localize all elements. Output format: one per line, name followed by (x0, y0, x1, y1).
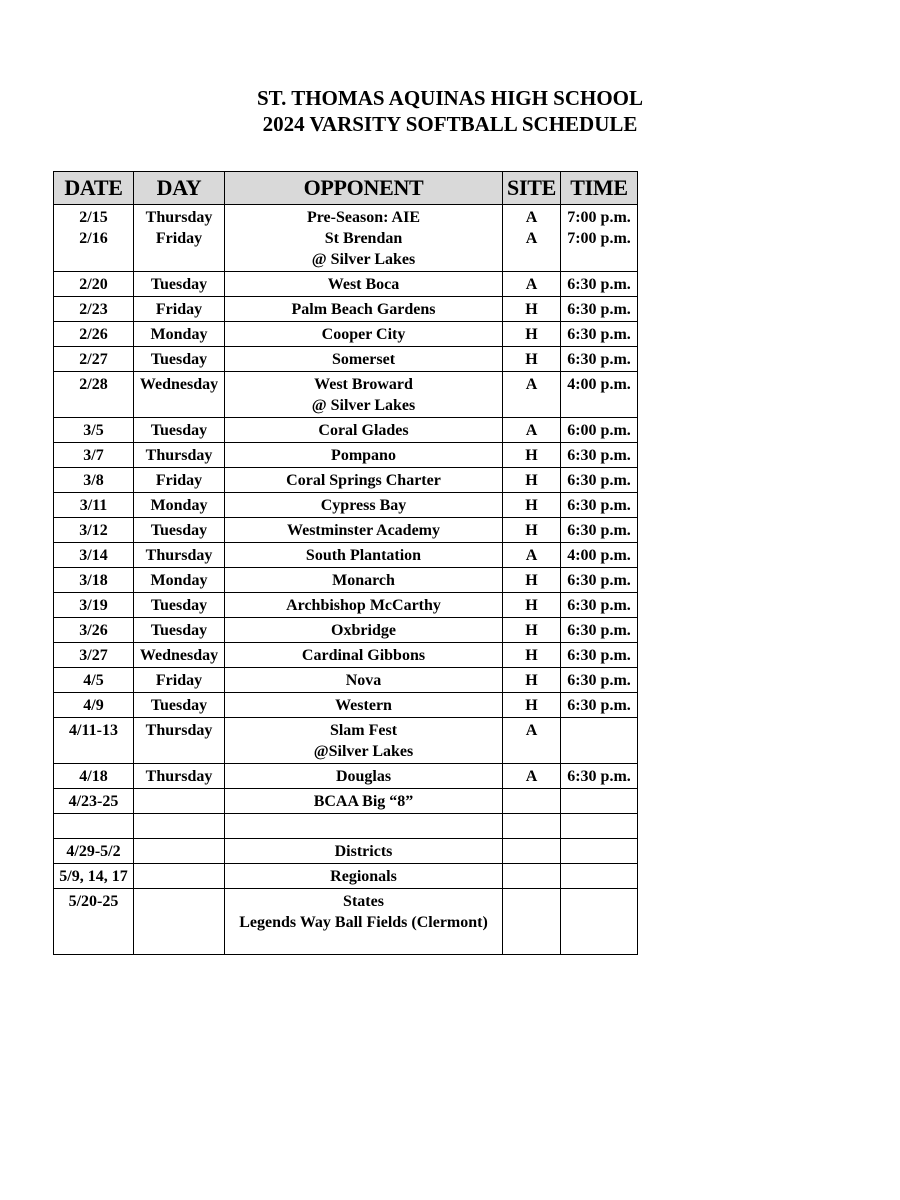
day-text: Thursday (145, 447, 213, 464)
opponent-text: Cardinal Gibbons (301, 647, 426, 664)
cell-time (561, 347, 638, 372)
cell-opponent (225, 693, 503, 718)
opponent-text: Western (335, 697, 392, 714)
date-text: 4/5 (83, 672, 104, 689)
cell-site (503, 593, 561, 618)
cell-date (54, 764, 134, 789)
schedule-table (53, 171, 638, 955)
cell-day (134, 543, 225, 568)
site-text: H (525, 672, 538, 689)
opponent-text: @ Silver Lakes (311, 251, 416, 268)
opponent-text: Westminster Academy (286, 522, 440, 539)
cell-opponent (225, 718, 503, 764)
day-text: Tuesday (150, 697, 208, 714)
site-text: A (525, 209, 538, 226)
time-text: 6:30 p.m. (567, 647, 631, 664)
cell-day (134, 764, 225, 789)
cell-time (561, 618, 638, 643)
cell-site (503, 568, 561, 593)
cell-day (134, 347, 225, 372)
cell-time (561, 693, 638, 718)
time-text: 6:30 p.m. (567, 768, 631, 785)
opponent-text: Palm Beach Gardens (291, 301, 436, 318)
cell-date (54, 518, 134, 543)
date-text: 2/15 (79, 209, 108, 226)
time-text: 6:30 p.m. (567, 447, 631, 464)
opponent-text: Oxbridge (331, 622, 396, 639)
cell-site (503, 643, 561, 668)
cell-opponent (225, 618, 503, 643)
cell-date (54, 593, 134, 618)
table-row (54, 618, 638, 643)
cell-day (134, 322, 225, 347)
time-text: 6:30 p.m. (567, 597, 631, 614)
table-row (54, 322, 638, 347)
cell-day (134, 568, 225, 593)
site-text: A (525, 276, 538, 293)
date-text: 3/27 (79, 647, 108, 664)
site-text: H (525, 522, 538, 539)
cell-site (503, 443, 561, 468)
day-text: Monday (150, 326, 208, 343)
cell-time (561, 493, 638, 518)
day-text: Thursday (145, 547, 213, 564)
table-row (54, 814, 638, 839)
cell-site (503, 272, 561, 297)
table-row (54, 272, 638, 297)
cell-date (54, 272, 134, 297)
cell-opponent (225, 764, 503, 789)
cell-day (134, 468, 225, 493)
table-row (54, 839, 638, 864)
site-text: H (525, 597, 538, 614)
time-text: 7:00 p.m. (567, 209, 631, 226)
opponent-text: St Brendan (324, 230, 403, 247)
cell-day (134, 205, 225, 272)
cell-date (54, 693, 134, 718)
day-text: Friday (155, 672, 203, 689)
cell-opponent (225, 322, 503, 347)
cell-opponent (225, 518, 503, 543)
cell-date (54, 668, 134, 693)
opponent-text: Regionals (330, 868, 397, 885)
cell-day (134, 297, 225, 322)
site-text: H (525, 301, 538, 318)
header-opponent: OPPONENT (225, 172, 503, 205)
opponent-text: Douglas (335, 768, 392, 785)
cell-opponent (225, 418, 503, 443)
cell-site (503, 814, 561, 839)
opponent-text: South Plantation (305, 547, 422, 564)
opponent-text: Somerset (331, 351, 396, 368)
cell-opponent (225, 347, 503, 372)
site-text: H (525, 697, 538, 714)
opponent-text: Legends Way Ball Fields (Clermont) (239, 914, 488, 931)
date-text: 3/7 (83, 447, 104, 464)
cell-opponent (225, 372, 503, 418)
cell-time (561, 518, 638, 543)
cell-site (503, 718, 561, 764)
site-text: A (525, 376, 538, 393)
cell-site (503, 789, 561, 814)
cell-date (54, 347, 134, 372)
cell-time (561, 272, 638, 297)
day-text: Tuesday (150, 522, 208, 539)
date-text: 3/14 (79, 547, 108, 564)
cell-date (54, 205, 134, 272)
cell-site (503, 322, 561, 347)
day-text: Monday (150, 572, 208, 589)
table-row (54, 372, 638, 418)
cell-day (134, 618, 225, 643)
cell-opponent (225, 839, 503, 864)
opponent-text: Pompano (331, 447, 396, 464)
day-text: Wednesday (139, 647, 219, 664)
opponent-text: Coral Springs Charter (286, 472, 441, 489)
site-text: H (525, 572, 538, 589)
opponent-text: Nova (345, 672, 382, 689)
day-text: Tuesday (150, 597, 208, 614)
site-text: H (525, 497, 538, 514)
cell-site (503, 764, 561, 789)
time-text: 6:30 p.m. (567, 572, 631, 589)
cell-opponent (225, 643, 503, 668)
cell-day (134, 718, 225, 764)
cell-time (561, 372, 638, 418)
cell-time (561, 297, 638, 322)
day-text: Friday (155, 301, 203, 318)
table-row (54, 668, 638, 693)
table-row (54, 518, 638, 543)
day-text: Friday (155, 472, 203, 489)
cell-site (503, 493, 561, 518)
cell-site (503, 889, 561, 955)
cell-site (503, 518, 561, 543)
cell-day (134, 443, 225, 468)
cell-site (503, 668, 561, 693)
cell-day (134, 864, 225, 889)
table-row (54, 864, 638, 889)
site-text: H (525, 351, 538, 368)
date-text: 3/26 (79, 622, 108, 639)
cell-date (54, 643, 134, 668)
table-row (54, 693, 638, 718)
cell-day (134, 839, 225, 864)
time-text: 6:30 p.m. (567, 276, 631, 293)
cell-date (54, 889, 134, 955)
cell-time (561, 468, 638, 493)
table-row (54, 593, 638, 618)
day-text: Thursday (145, 768, 213, 785)
cell-date (54, 443, 134, 468)
time-text: 6:30 p.m. (567, 672, 631, 689)
day-text: Friday (155, 230, 203, 247)
time-text: 6:30 p.m. (567, 472, 631, 489)
date-text: 2/28 (79, 376, 108, 393)
cell-day (134, 493, 225, 518)
date-text: 4/18 (79, 768, 108, 785)
cell-date (54, 568, 134, 593)
cell-day (134, 272, 225, 297)
opponent-text: West Boca (327, 276, 400, 293)
cell-day (134, 814, 225, 839)
school-name: ST. THOMAS AQUINAS HIGH SCHOOL (256, 86, 644, 110)
table-row (54, 443, 638, 468)
site-text: A (525, 768, 538, 785)
opponent-text: @ Silver Lakes (311, 397, 416, 414)
cell-time (561, 643, 638, 668)
day-text: Tuesday (150, 276, 208, 293)
cell-date (54, 839, 134, 864)
schedule-name: 2024 VARSITY SOFTBALL SCHEDULE (262, 112, 638, 136)
cell-day (134, 418, 225, 443)
date-text: 3/18 (79, 572, 108, 589)
site-text: A (525, 722, 538, 739)
cell-time (561, 864, 638, 889)
day-text: Tuesday (150, 422, 208, 439)
time-text: 6:30 p.m. (567, 497, 631, 514)
date-text: 5/9, 14, 17 (59, 868, 128, 885)
cell-site (503, 468, 561, 493)
cell-time (561, 668, 638, 693)
cell-opponent (225, 814, 503, 839)
time-text: 6:30 p.m. (567, 697, 631, 714)
header-row (54, 172, 638, 205)
opponent-text: Cooper City (321, 326, 406, 343)
cell-site (503, 418, 561, 443)
opponent-text: Slam Fest (329, 722, 398, 739)
opponent-text: West Broward (314, 376, 413, 393)
cell-time (561, 418, 638, 443)
time-text: 7:00 p.m. (567, 230, 631, 247)
site-text: H (525, 622, 538, 639)
cell-date (54, 618, 134, 643)
date-text: 3/19 (79, 597, 108, 614)
cell-opponent (225, 864, 503, 889)
table-row (54, 205, 638, 272)
cell-date (54, 864, 134, 889)
cell-opponent (225, 568, 503, 593)
cell-time (561, 718, 638, 764)
table-row (54, 418, 638, 443)
schedule-body (54, 205, 638, 955)
header-date: DATE (54, 172, 134, 205)
cell-opponent (225, 889, 503, 955)
date-text: 3/5 (83, 422, 104, 439)
cell-opponent (225, 297, 503, 322)
cell-site (503, 372, 561, 418)
date-text: 2/20 (79, 276, 108, 293)
cell-date (54, 718, 134, 764)
opponent-text: Monarch (332, 572, 395, 589)
date-text: 4/11-13 (69, 722, 118, 739)
time-text: 6:30 p.m. (567, 301, 631, 318)
cell-site (503, 347, 561, 372)
date-text: 5/20-25 (68, 893, 119, 910)
cell-date (54, 543, 134, 568)
cell-opponent (225, 668, 503, 693)
date-text: 3/11 (79, 497, 108, 514)
opponent-text: Archbishop McCarthy (286, 597, 441, 614)
cell-day (134, 643, 225, 668)
time-text: 4:00 p.m. (567, 547, 631, 564)
cell-opponent (225, 443, 503, 468)
cell-day (134, 593, 225, 618)
opponent-text: BCAA Big “8” (313, 793, 414, 810)
cell-time (561, 593, 638, 618)
cell-site (503, 297, 561, 322)
cell-day (134, 889, 225, 955)
day-text: Thursday (145, 722, 213, 739)
cell-site (503, 693, 561, 718)
site-text: A (525, 547, 538, 564)
day-text: Thursday (145, 209, 213, 226)
cell-date (54, 297, 134, 322)
cell-day (134, 372, 225, 418)
cell-date (54, 372, 134, 418)
opponent-text: @Silver Lakes (313, 743, 414, 760)
date-text: 3/12 (79, 522, 108, 539)
document-title (0, 85, 900, 137)
time-text: 6:30 p.m. (567, 351, 631, 368)
date-text: 4/29-5/2 (66, 843, 121, 860)
cell-time (561, 205, 638, 272)
opponent-text: States (343, 893, 384, 910)
header-time: TIME (561, 172, 638, 205)
opponent-text: Coral Glades (318, 422, 409, 439)
cell-date (54, 789, 134, 814)
table-row (54, 764, 638, 789)
cell-time (561, 543, 638, 568)
cell-date (54, 322, 134, 347)
cell-time (561, 889, 638, 955)
cell-date (54, 468, 134, 493)
cell-day (134, 518, 225, 543)
site-text: H (525, 326, 538, 343)
site-text: H (525, 647, 538, 664)
opponent-text: Cypress Bay (320, 497, 407, 514)
cell-opponent (225, 468, 503, 493)
table-row (54, 347, 638, 372)
header-site: SITE (503, 172, 561, 205)
table-row (54, 468, 638, 493)
time-text: 6:30 p.m. (567, 326, 631, 343)
cell-opponent (225, 543, 503, 568)
time-text: 6:00 p.m. (567, 422, 631, 439)
table-row (54, 789, 638, 814)
day-text: Tuesday (150, 622, 208, 639)
table-row (54, 297, 638, 322)
time-text: 6:30 p.m. (567, 522, 631, 539)
site-text: H (525, 447, 538, 464)
opponent-text: Districts (334, 843, 393, 860)
cell-site (503, 618, 561, 643)
cell-time (561, 322, 638, 347)
table-row (54, 493, 638, 518)
cell-day (134, 693, 225, 718)
cell-opponent (225, 789, 503, 814)
day-text: Monday (150, 497, 208, 514)
time-text: 6:30 p.m. (567, 622, 631, 639)
date-text: 2/23 (79, 301, 108, 318)
date-text: 4/23-25 (68, 793, 119, 810)
cell-time (561, 764, 638, 789)
cell-opponent (225, 272, 503, 297)
site-text: H (525, 472, 538, 489)
date-text: 4/9 (83, 697, 104, 714)
cell-time (561, 814, 638, 839)
cell-site (503, 839, 561, 864)
table-row (54, 643, 638, 668)
date-text: 2/27 (79, 351, 108, 368)
cell-time (561, 443, 638, 468)
date-text: 2/16 (79, 230, 108, 247)
cell-date (54, 493, 134, 518)
cell-day (134, 789, 225, 814)
cell-site (503, 864, 561, 889)
table-row (54, 543, 638, 568)
cell-opponent (225, 493, 503, 518)
table-row (54, 718, 638, 764)
day-text: Wednesday (139, 376, 219, 393)
cell-opponent (225, 205, 503, 272)
cell-time (561, 839, 638, 864)
date-text: 2/26 (79, 326, 108, 343)
cell-day (134, 668, 225, 693)
cell-time (561, 568, 638, 593)
cell-site (503, 205, 561, 272)
cell-date (54, 814, 134, 839)
time-text: 4:00 p.m. (567, 376, 631, 393)
cell-time (561, 789, 638, 814)
opponent-text: Pre-Season: AIE (306, 209, 421, 226)
table-row (54, 568, 638, 593)
cell-date (54, 418, 134, 443)
site-text: A (525, 422, 538, 439)
table-row (54, 889, 638, 955)
site-text: A (525, 230, 538, 247)
date-text: 3/8 (83, 472, 104, 489)
cell-site (503, 543, 561, 568)
cell-opponent (225, 593, 503, 618)
header-day: DAY (134, 172, 225, 205)
day-text: Tuesday (150, 351, 208, 368)
